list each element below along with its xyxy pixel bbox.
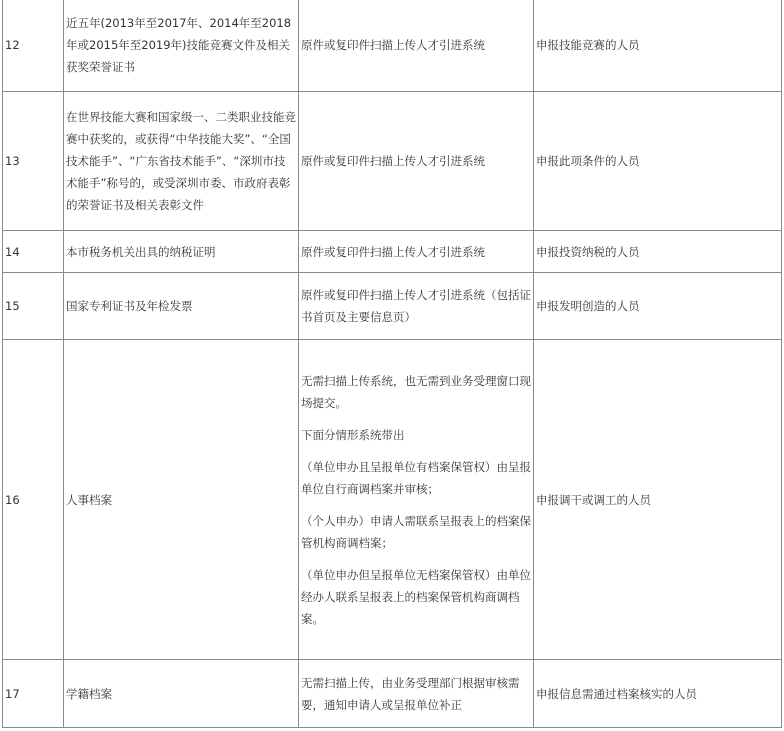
table-row bbox=[3, 660, 782, 728]
row-number: 12 bbox=[3, 0, 64, 92]
method-text: （个人申办）申请人需联系呈报表上的档案保管机构商调档案； bbox=[301, 513, 531, 550]
submission-method-cell bbox=[299, 92, 534, 231]
applicant-cell: 申报信息需通过档案核实的人员 bbox=[534, 660, 782, 728]
method-text: 原件或复印件扫描上传人才引进系统 bbox=[301, 154, 485, 168]
material-cell: 学籍档案 bbox=[64, 660, 299, 728]
submission-method-cell bbox=[299, 231, 534, 273]
row-number: 17 bbox=[3, 660, 64, 728]
method-text: 无需扫描上传，由业务受理部门根据审核需要，通知申请人或呈报单位补正 bbox=[301, 675, 520, 712]
material-cell: 近五年(2013年至2017年、2014年至2018年或2015年至2019年)技能竞赛文件及相关获奖荣誉证书 bbox=[64, 0, 299, 92]
submission-method-cell bbox=[299, 0, 534, 92]
row-number: 13 bbox=[3, 92, 64, 231]
applicant-cell: 申报发明创造的人员 bbox=[534, 273, 782, 340]
submission-method-cell bbox=[299, 273, 534, 340]
method-text: 原件或复印件扫描上传人才引进系统 bbox=[301, 38, 485, 52]
row-number: 16 bbox=[3, 340, 64, 660]
table-row bbox=[3, 92, 782, 231]
applicant-cell: 申报调干或调工的人员 bbox=[534, 340, 782, 660]
table-row bbox=[3, 0, 782, 92]
material-cell: 本市税务机关出具的纳税证明 bbox=[64, 231, 299, 273]
method-text: （单位申办且呈报单位有档案保管权）由呈报单位自行商调档案并审核； bbox=[301, 459, 531, 496]
applicant-cell: 申报技能竞赛的人员 bbox=[534, 0, 782, 92]
method-text: （单位申办但呈报单位无档案保管权）由单位经办人联系呈报表上的档案保管机构商调档案。 bbox=[301, 567, 531, 626]
submission-method-cell bbox=[299, 340, 534, 660]
material-cell: 国家专利证书及年检发票 bbox=[64, 273, 299, 340]
material-cell: 人事档案 bbox=[64, 340, 299, 660]
method-text: 下面分情形系统带出 bbox=[301, 427, 405, 442]
row-number: 14 bbox=[3, 231, 64, 273]
table-row bbox=[3, 340, 782, 660]
method-text: 原件或复印件扫描上传人才引进系统（包括证书首页及主要信息页） bbox=[301, 288, 531, 324]
method-text: 无需扫描上传系统，也无需到业务受理窗口现场提交。 bbox=[301, 373, 531, 410]
table-row bbox=[3, 273, 782, 340]
applicant-cell: 申报此项条件的人员 bbox=[534, 92, 782, 231]
table-row bbox=[3, 231, 782, 273]
row-number: 15 bbox=[3, 273, 64, 340]
method-text: 原件或复印件扫描上传人才引进系统 bbox=[301, 244, 485, 259]
submission-method-cell bbox=[299, 660, 534, 728]
material-cell: 在世界技能大赛和国家级一、二类职业技能竞赛中获奖的，或获得“中华技能大奖”、“全国技术能手”、“广东省技术能手”、“深圳市技术能手”称号的，或受深圳市委、市政府表彰的荣誉证书及相关表彰文件 bbox=[64, 92, 299, 231]
materials-table bbox=[2, 0, 782, 728]
applicant-cell: 申报投资纳税的人员 bbox=[534, 231, 782, 273]
